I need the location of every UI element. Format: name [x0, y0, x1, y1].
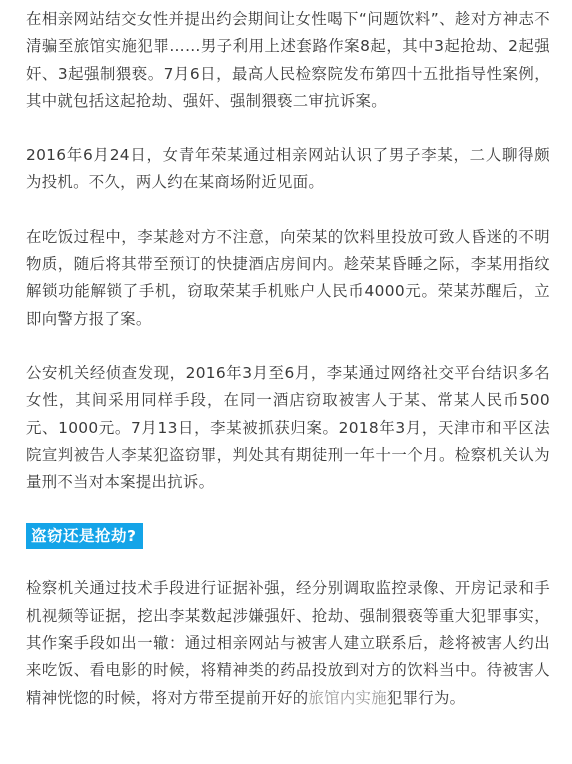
paragraph-meeting: 2016年6月24日，女青年荣某通过相亲网站认识了男子李某，二人聊得颇为投机。不久，两人约在某商场附近见面。 — [26, 146, 550, 192]
paragraph-investigation: 公安机关经侦查发现，2016年3月至6月，李某通过网络社交平台结识多名女性，其间采用同样手段，在同一酒店窃取被害人于某、常某人民币500元、1000元。7月13日，李某被抓获归案。2018年3月，天津市和平区法院宣判被告人李某犯盗窃罪，判处其有期徒刑一年十一个月。检察机关认为量刑不当对本案提出抗诉。 — [26, 363, 550, 492]
paragraph-evidence-main: 检察机关通过技术手段进行证据补强，经分别调取监控录像、开房记录和手机视频等证据，挖出李某数起涉嫌强奸、抢劫、强制猥亵等重大犯罪事实，其作案手段如出一辙：通过相亲网站与被害人建立联系后，趁将被害人约出来吃饭、看电影的时候，将精神类的药品投放到对方的饮料当中。待被害人精神恍惚的时候，将对方带至提前开好的 — [26, 579, 550, 707]
paragraph-theft: 在吃饭过程中，李某趁对方不注意，向荣某的饮料里投放可致人昏迷的不明物质，随后将其带至预订的快捷酒店房间内。趁荣某昏睡之际，李某用指纹解锁功能解锁了手机，窃取荣某手机账户人民币4000元。荣某苏醒后，立即向警方报了案。 — [26, 227, 550, 328]
paragraph-evidence — [26, 575, 550, 711]
paragraph-evidence-tail: 犯罪行为。 — [386, 688, 466, 707]
section-heading-wrapper — [26, 523, 550, 551]
paragraph-evidence-faded: 旅馆内实施 — [308, 688, 387, 707]
section-heading: 盗窃还是抢劫? — [26, 523, 143, 549]
intro-paragraph: 在相亲网站结交女性并提出约会期间让女性喝下“问题饮料”、趁对方神志不清骗至旅馆实施犯罪……男子利用上述套路作案8起，其中3起抢劫、2起强奸、3起强制猥亵。7月6日，最高人民检察院发布第四十五批指导性案例，其中就包括这起抢劫、强奸、强制猥亵二审抗诉案。 — [26, 10, 550, 110]
